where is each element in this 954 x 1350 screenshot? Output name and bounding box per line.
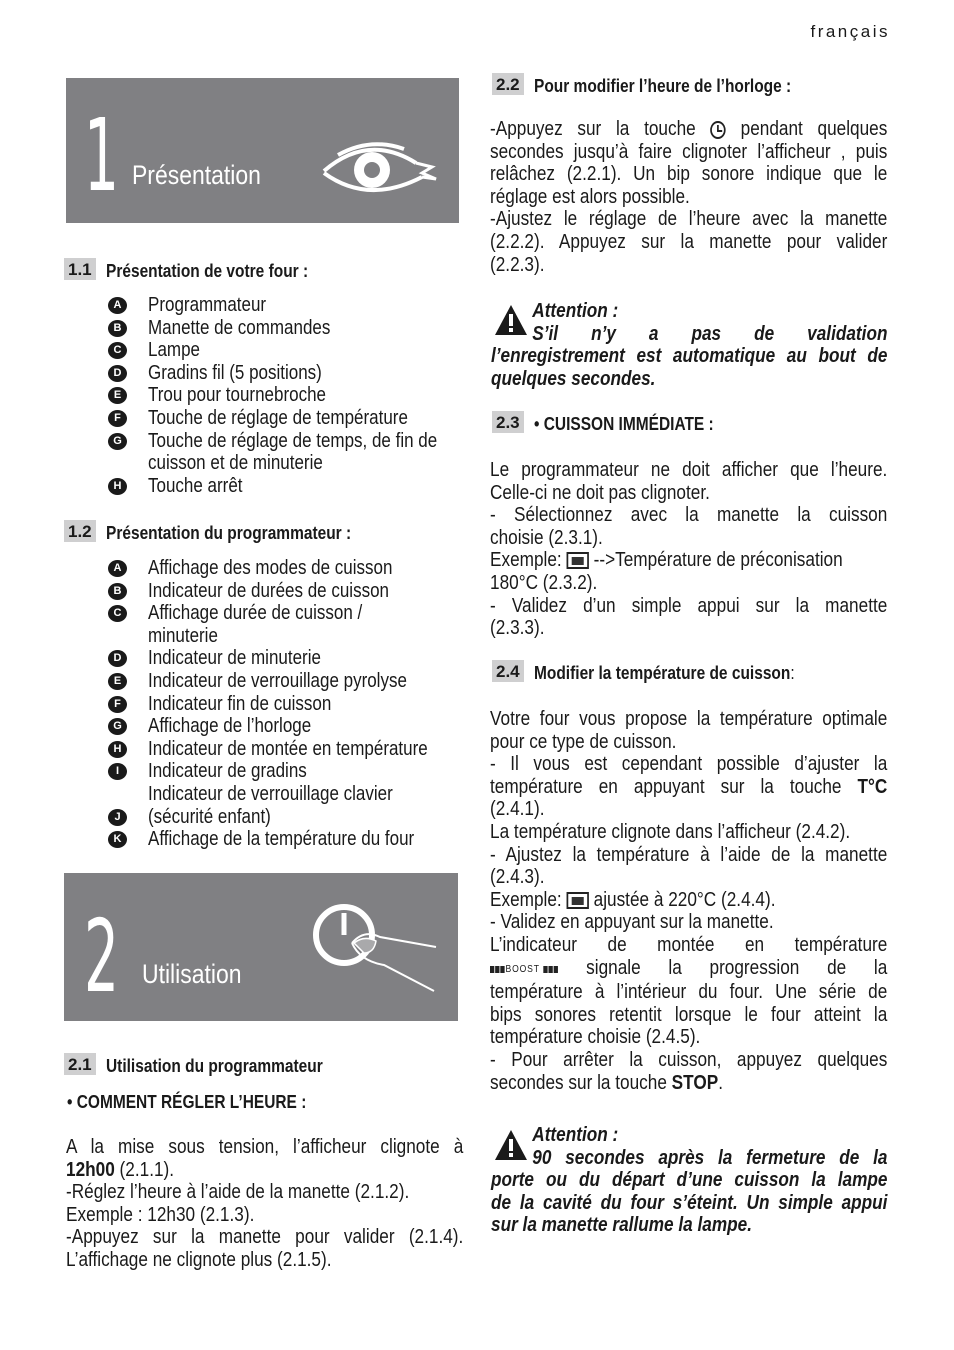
section-banner-presentation <box>66 78 459 223</box>
list-item-label: minuterie <box>148 624 218 647</box>
list-item-label: (sécurité enfant) <box>148 805 271 828</box>
section-title: • CUISSON IMMÉDIATE : <box>534 414 714 434</box>
attention-note-lamp: Attention : 90 secondes après la fermeture de la porte ou du départ d’une cuisson la lampe de la cavité du four s’éteint. Un simple appui sur la manette rallume la lampe. <box>491 1124 888 1237</box>
letter-badge: G <box>108 718 127 735</box>
temperature-paragraph: Votre four vous propose la température optimale pour ce type de cuisson. - Il vous est cependant possible d’ajuster la température en appuyant sur la touche T°C (2.4.1). La température clignote dans l’afficheur (2.4.2). - Ajustez la température à l’aide de la manette (2.4.3). Exemple: ajustée à 220°C (2.4.4). - Validez en appuyant sur la manette. L’indicateur de montée en température BOOST signale la progression de la température à l’intérieur du four. Une série de bips sonores retentit lorsque le four atteint la température choisie (2.4.5). - Pour arrêter la cuisson, appuyez quelques secondes sur la touche STOP. <box>490 708 888 1094</box>
list-item-label: Indicateur de durées de cuisson <box>148 579 389 602</box>
finger-touch-icon <box>304 895 444 1005</box>
list-item-label: Indicateur de gradins <box>148 760 307 783</box>
letter-badge: C <box>108 342 127 359</box>
oven-mode-icon <box>566 892 588 909</box>
list-item-label: Indicateur de verrouillage clavier <box>148 782 393 805</box>
list-item-label: Indicateur de montée en température <box>148 737 428 760</box>
list-item-label: Touche de réglage de temps, de fin de <box>148 429 438 452</box>
section-number: 1.2 <box>64 520 96 542</box>
letter-badge: J <box>108 809 127 826</box>
oven-mode-icon <box>566 552 588 569</box>
section-title: Présentation du programmateur : <box>106 523 352 543</box>
section-number: 2.1 <box>64 1053 96 1075</box>
subheading-set-time: • COMMENT RÉGLER L’HEURE : <box>67 1092 307 1112</box>
list-item-label: Gradins fil (5 positions) <box>148 361 322 384</box>
list-item-label: Programmateur <box>148 294 267 316</box>
immediate-cooking-paragraph: Le programmateur ne doit afficher que l’heure. Celle-ci ne doit pas clignoter. - Sélectionnez avec la manette la cuisson choisie (2.3.1). Exemple: -->Température de préconisation 180°C (2.3.2). - Validez d’un simple appui sur la manette (2.3.3). <box>490 459 888 640</box>
letter-badge: A <box>108 560 127 577</box>
banner-title: Utilisation <box>142 959 242 989</box>
letter-badge: F <box>108 696 127 713</box>
letter-badge: A <box>108 297 127 314</box>
letter-badge: F <box>108 410 127 427</box>
set-time-paragraph: A la mise sous tension, l’afficheur clignote à 12h00 (2.1.1). -Réglez l’heure à l’aide de la manette (2.1.2). Exemple : 12h30 (2.1.3). -Appuyez sur la manette pour valider (2.1.4). L’affichage ne clignote plus (2.1.5). <box>66 1136 464 1271</box>
list-item-label: Touche arrêt <box>148 474 243 497</box>
section-title: Utilisation du programmateur <box>106 1056 323 1076</box>
letter-badge: D <box>108 650 127 667</box>
section-number: 2.4 <box>492 660 524 682</box>
letter-badge: E <box>108 673 127 690</box>
banner-number: 1 <box>84 97 119 214</box>
letter-badge: H <box>108 741 127 758</box>
section-number: 1.1 <box>64 258 96 280</box>
list-item-label: Affichage durée de cuisson / <box>148 602 363 625</box>
letter-badge: D <box>108 365 127 382</box>
letter-badge: B <box>108 583 127 600</box>
letter-badge: G <box>108 433 127 450</box>
section-number: 2.3 <box>492 411 524 433</box>
section-number: 2.2 <box>492 73 524 95</box>
letter-badge: K <box>108 831 127 848</box>
attention-note-validation: Attention : S’il n’y a pas de validation l’enregistrement est automatique au bout de quelques secondes. <box>491 300 888 390</box>
list-item-label: Lampe <box>148 339 200 362</box>
list-item-label: Indicateur de verrouillage pyrolyse <box>148 669 407 692</box>
letter-badge: E <box>108 387 127 404</box>
list-item-label: Trou pour tournebroche <box>148 384 326 407</box>
banner-number: 2 <box>84 898 119 1015</box>
list-item-label: Affichage de la température du four <box>148 828 415 851</box>
letter-badge: I <box>108 763 127 780</box>
letter-badge: C <box>108 605 127 622</box>
section-title: Présentation de votre four : <box>106 261 309 281</box>
eye-icon <box>318 133 438 203</box>
list-item-label: Indicateur de minuterie <box>148 647 321 670</box>
list-item-label: Indicateur fin de cuisson <box>148 692 332 715</box>
language-label: français <box>810 22 890 41</box>
list-item-label: Affichage des modes de cuisson <box>148 557 393 579</box>
clock-icon <box>710 121 725 139</box>
list-item-label: Manette de commandes <box>148 316 331 339</box>
banner-title: Présentation <box>132 160 261 190</box>
section-banner-utilisation <box>64 873 458 1021</box>
letter-badge: H <box>108 478 127 495</box>
letter-badge: B <box>108 320 127 337</box>
list-item-label: Touche de réglage de température <box>148 406 408 429</box>
clock-adjust-paragraph: -Appuyez sur la touche pendant quelques secondes jusqu’à faire clignoter l’afficheur , puis relâchez (2.2.1). Un bip sonore indique que le réglage est alors possible. -Ajustez le réglage de l’heure avec la manette (2.2.2). Appuyez sur la manette pour valider (2.2.3). <box>490 118 888 276</box>
boost-indicator-icon: BOOST <box>490 959 558 982</box>
list-item-label: cuisson et de minuterie <box>148 452 323 475</box>
section-title: Pour modifier l’heure de l’horloge : <box>534 76 792 96</box>
list-item-label: Affichage de l’horloge <box>148 715 312 738</box>
section-title: Modifier la température de cuisson: <box>534 663 795 683</box>
